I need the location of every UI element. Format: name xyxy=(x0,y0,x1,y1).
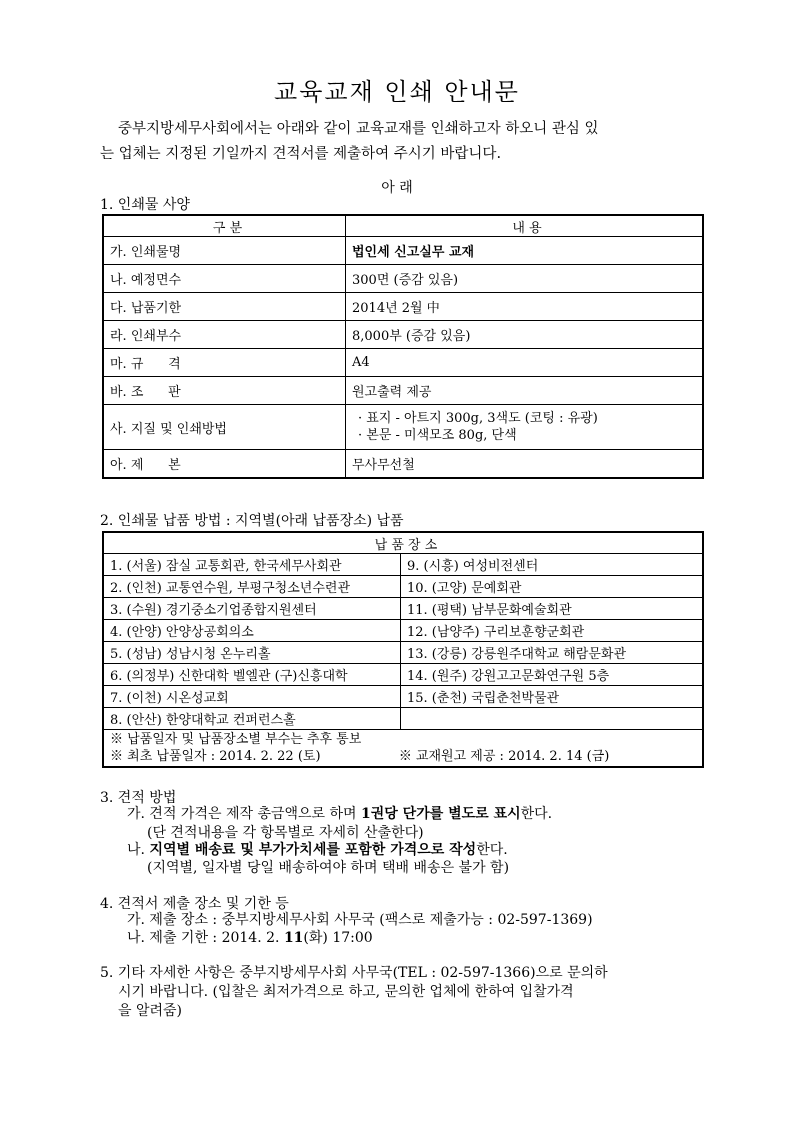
place-cell: 6. (의정부) 신한대학 벨엘관 (구)신흥대학 xyxy=(103,664,401,686)
place-cell: 5. (성남) 성남시청 온누리홀 xyxy=(103,642,401,664)
section4-item-b xyxy=(127,928,373,949)
spec-table xyxy=(102,214,704,479)
place-cell: 9. (시흥) 여성비전센터 xyxy=(401,554,704,576)
section3-a-bold: 1권당 단가를 별도로 표시 xyxy=(361,806,521,822)
spec-label: 라. 인쇄부수 xyxy=(103,321,346,349)
place-cell: 1. (서울) 잠실 교통회관, 한국세무사회관 xyxy=(103,554,401,576)
spec-label: 마. 규 격 xyxy=(103,349,346,377)
spec-label: 다. 납품기한 xyxy=(103,293,346,321)
table-row xyxy=(103,377,703,405)
section3-item-a xyxy=(127,804,552,825)
section3-a-text: 가. 견적 가격은 제작 총금액으로 하며 xyxy=(127,806,362,822)
section3-b-bold: 지역별 배송료 및 부가가치세를 포함한 가격으로 작성 xyxy=(149,842,477,858)
place-cell: 14. (원주) 강원고고문화연구원 5층 xyxy=(401,664,704,686)
section1-title: 1. 인쇄물 사양 xyxy=(100,197,190,213)
place-cell: 11. (평택) 남부문화예술회관 xyxy=(401,598,704,620)
intro-line-2: 는 업체는 지정된 기일까지 견적서를 제출하여 주시기 바랍니다. xyxy=(100,146,502,162)
table-row xyxy=(103,321,703,349)
section2-title: 2. 인쇄물 납품 방법 : 지역별(아래 납품장소) 납품 xyxy=(100,513,404,529)
section4-b-text: 나. 제출 기한 : 2014. 2. xyxy=(127,930,284,946)
place-header: 납 품 장 소 xyxy=(103,532,703,554)
table-row xyxy=(103,293,703,321)
section4-b-suffix: (화) 17:00 xyxy=(303,930,373,946)
section3-title: 3. 견적 방법 xyxy=(100,790,177,806)
place-cell: 7. (이천) 시온성교회 xyxy=(103,686,401,708)
place-table xyxy=(102,531,704,768)
spec-value: 법인세 신고실무 교재 xyxy=(346,237,704,265)
section4-title: 4. 견적서 제출 장소 및 기한 등 xyxy=(100,896,289,912)
spec-value: 무사무선철 xyxy=(346,450,704,479)
spec-label: 나. 예정면수 xyxy=(103,265,346,293)
table-row xyxy=(103,576,703,598)
table-row xyxy=(103,237,703,265)
spec-value: 300면 (증감 있음) xyxy=(346,265,704,293)
spec-header-col1: 구 분 xyxy=(103,215,346,237)
spec-label: 가. 인쇄물명 xyxy=(103,237,346,265)
place-notes xyxy=(103,730,703,768)
place-cell: 3. (수원) 경기중소기업종합지원센터 xyxy=(103,598,401,620)
table-row xyxy=(103,620,703,642)
table-row xyxy=(103,349,703,377)
spec-header-row xyxy=(103,215,703,237)
place-cell xyxy=(401,708,704,730)
spec-value: 2014년 2월 中 xyxy=(346,293,704,321)
table-row xyxy=(103,642,703,664)
section5-line-2: 시기 바랍니다. (입찰은 최저가격으로 하고, 문의한 업체에 한하여 입찰가격 xyxy=(118,984,574,1000)
place-cell: 10. (고양) 문예회관 xyxy=(401,576,704,598)
section3-item-a-note: (단 견적내용을 각 항목별로 자세히 산출한다) xyxy=(147,825,424,841)
table-row xyxy=(103,405,703,450)
first-delivery-note: ※ 최초 납품일자 : 2014. 2. 22 (토) xyxy=(110,749,321,764)
spec-value: 8,000부 (증감 있음) xyxy=(346,321,704,349)
spec-value-line: · 본문 - 미색모조 80g, 단색 xyxy=(358,428,517,443)
table-row xyxy=(103,554,703,576)
place-header-row xyxy=(103,532,703,554)
place-note xyxy=(110,748,702,765)
place-cell: 4. (안양) 안양상공회의소 xyxy=(103,620,401,642)
spec-value-line: · 표지 - 아트지 300g, 3색도 (코팅 : 유광) xyxy=(358,411,598,426)
section5-line-1: 5. 기타 자세한 사항은 중부지방세무사회 사무국(TEL : 02-597-1366)으로 문의하 xyxy=(100,965,608,981)
place-note: ※ 납품일자 및 납품장소별 부수는 추후 통보 xyxy=(110,732,362,747)
section4-b-bold: 11 xyxy=(283,930,304,946)
spec-label: 사. 지질 및 인쇄방법 xyxy=(103,405,346,450)
spec-header-col2: 내 용 xyxy=(346,215,704,237)
section4-item-a: 가. 제출 장소 : 중부지방세무사회 사무국 (팩스로 제출가능 : 02-597-1369) xyxy=(127,912,593,928)
table-row xyxy=(103,664,703,686)
place-cell: 13. (강릉) 강릉원주대학교 해람문화관 xyxy=(401,642,704,664)
page-title: 교육교재 인쇄 안내문 xyxy=(274,78,520,106)
place-cell: 15. (춘천) 국립춘천박물관 xyxy=(401,686,704,708)
spec-label: 바. 조 판 xyxy=(103,377,346,405)
table-row xyxy=(103,708,703,730)
place-note-row xyxy=(103,730,703,768)
place-cell: 8. (안산) 한양대학교 컨퍼런스홀 xyxy=(103,708,401,730)
section3-b-text: 나. xyxy=(127,842,150,858)
intro-paragraph xyxy=(100,117,704,167)
section3-item-b-note: (지역별, 일자별 당일 배송하여야 하며 택배 배송은 불가 함) xyxy=(147,860,510,876)
place-cell: 2. (인천) 교통연수원, 부평구청소년수련관 xyxy=(103,576,401,598)
table-row xyxy=(103,450,703,479)
table-row xyxy=(103,598,703,620)
spec-value: A4 xyxy=(346,349,704,377)
spec-value xyxy=(346,405,704,450)
section3-a-suffix: 한다. xyxy=(520,806,553,822)
intro-line-1: 중부지방세무사회에서는 아래와 같이 교육교재를 인쇄하고자 하오니 관심 있 xyxy=(118,121,599,137)
spec-value: 원고출력 제공 xyxy=(346,377,704,405)
spec-label: 아. 제 본 xyxy=(103,450,346,479)
table-row xyxy=(103,265,703,293)
section3-b-suffix: 한다. xyxy=(476,842,508,858)
manuscript-note: ※ 교재원고 제공 : 2014. 2. 14 (금) xyxy=(398,749,610,764)
place-cell: 12. (남양주) 구리보훈향군회관 xyxy=(401,620,704,642)
section5-line-3: 을 알려줌) xyxy=(118,1003,183,1019)
ahrae-heading: 아 래 xyxy=(381,180,413,196)
table-row xyxy=(103,686,703,708)
